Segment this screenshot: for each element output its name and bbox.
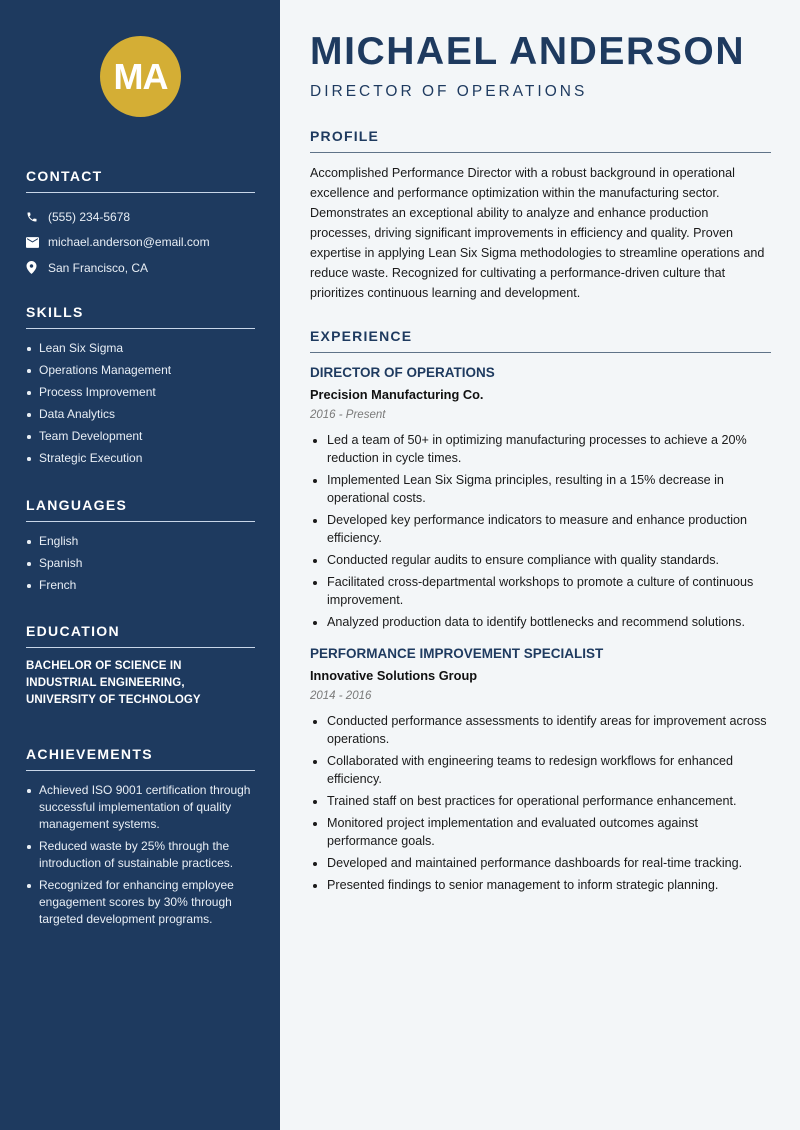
job-bullet: Led a team of 50+ in optimizing manufacturing processes to achieve a 20% reduction in cycle times.: [310, 431, 771, 467]
achievement-item: Achieved ISO 9001 certification through successful implementation of quality management systems.: [26, 782, 255, 833]
job-bullet: Conducted regular audits to ensure compliance with quality standards.: [310, 551, 771, 569]
job-bullet: Developed and maintained performance dashboards for real-time tracking.: [310, 854, 771, 872]
job-bullet: Collaborated with engineering teams to redesign workflows for enhanced efficiency.: [310, 752, 771, 788]
skill-item: Data Analytics: [26, 406, 255, 423]
skill-item: Process Improvement: [26, 384, 255, 401]
job-dates: 2014 - 2016: [310, 690, 372, 702]
skills-list: [26, 340, 255, 467]
languages-section: [26, 497, 255, 599]
job-bullet: Presented findings to senior management to inform strategic planning.: [310, 876, 771, 894]
achievements-section: [26, 746, 255, 933]
language-item: English: [26, 533, 255, 550]
skills-section: [26, 304, 255, 472]
job-entry: [310, 364, 771, 631]
phone-icon: [26, 211, 48, 223]
languages-heading: LANGUAGES: [26, 497, 255, 522]
phone-text[interactable]: (555) 234-5678: [48, 209, 131, 224]
job-bullet: Monitored project implementation and evaluated outcomes against performance goals.: [310, 814, 771, 850]
job-bullet: Developed key performance indicators to measure and enhance production efficiency.: [310, 511, 771, 547]
skill-item: Team Development: [26, 428, 255, 445]
education-heading: EDUCATION: [26, 623, 255, 648]
job-title: DIRECTOR OF OPERATIONS: [310, 365, 495, 380]
candidate-name: MICHAEL ANDERSON: [310, 30, 746, 73]
sidebar: [0, 0, 280, 1130]
main-content: [280, 0, 800, 1130]
skill-item: Lean Six Sigma: [26, 340, 255, 357]
job-company: Innovative Solutions Group: [310, 668, 478, 683]
email-text[interactable]: michael.anderson@email.com: [48, 235, 210, 250]
location-pin-icon: [26, 261, 48, 274]
avatar-initials: MA: [113, 55, 168, 97]
candidate-role: DIRECTOR OF OPERATIONS: [310, 83, 588, 100]
profile-text: Accomplished Performance Director with a robust background in operational excellence and performance optimization within the manufacturing sector. Demonstrates an exceptional ability to analyze and enhance production processes, driving significant improvements in efficiency and quality. Proven expertise in applying Lean Six Sigma methodologies to streamline operations and reduce waste. Recognized for cultivating a performance-driven culture that prioritizes continuous learning and development.: [310, 166, 765, 300]
language-item: Spanish: [26, 555, 255, 572]
email-icon: [26, 237, 48, 248]
achievement-item: Reduced waste by 25% through the introduction of sustainable practices.: [26, 838, 255, 872]
profile-heading: PROFILE: [310, 128, 771, 153]
contact-section: [26, 168, 255, 281]
job-bullet: Conducted performance assessments to identify areas for improvement across operations.: [310, 712, 771, 748]
language-item: French: [26, 577, 255, 594]
job-bullet: Analyzed production data to identify bottlenecks and recommend solutions.: [310, 613, 771, 631]
skill-item: Strategic Execution: [26, 450, 255, 467]
experience-heading: EXPERIENCE: [310, 328, 771, 353]
education-degree: BACHELOR OF SCIENCE IN INDUSTRIAL ENGINEERING, UNIVERSITY OF TECHNOLOGY: [26, 660, 201, 706]
contact-list: [26, 204, 255, 281]
experience-section: [310, 328, 771, 898]
education-section: [26, 623, 255, 709]
languages-list: [26, 533, 255, 594]
job-bullets: [310, 431, 771, 631]
skill-item: Operations Management: [26, 362, 255, 379]
location-text: San Francisco, CA: [48, 260, 149, 275]
achievement-item: Recognized for enhancing employee engagement scores by 30% through targeted development programs.: [26, 877, 255, 928]
contact-location: [26, 255, 255, 281]
job-entry: [310, 645, 771, 894]
job-title: PERFORMANCE IMPROVEMENT SPECIALIST: [310, 646, 604, 661]
job-bullet: Trained staff on best practices for operational performance enhancement.: [310, 792, 771, 810]
contact-heading: CONTACT: [26, 168, 255, 193]
contact-phone: [26, 204, 255, 230]
achievements-heading: ACHIEVEMENTS: [26, 746, 255, 771]
profile-section: [310, 128, 771, 303]
job-bullet: Implemented Lean Six Sigma principles, resulting in a 15% decrease in operational costs.: [310, 471, 771, 507]
job-dates: 2016 - Present: [310, 409, 386, 421]
skills-heading: SKILLS: [26, 304, 255, 329]
achievements-list: [26, 782, 255, 928]
job-bullets: [310, 712, 771, 894]
job-company: Precision Manufacturing Co.: [310, 387, 484, 402]
contact-email: [26, 230, 255, 256]
avatar: [100, 36, 181, 117]
job-bullet: Facilitated cross-departmental workshops to promote a culture of continuous improvement.: [310, 573, 771, 609]
